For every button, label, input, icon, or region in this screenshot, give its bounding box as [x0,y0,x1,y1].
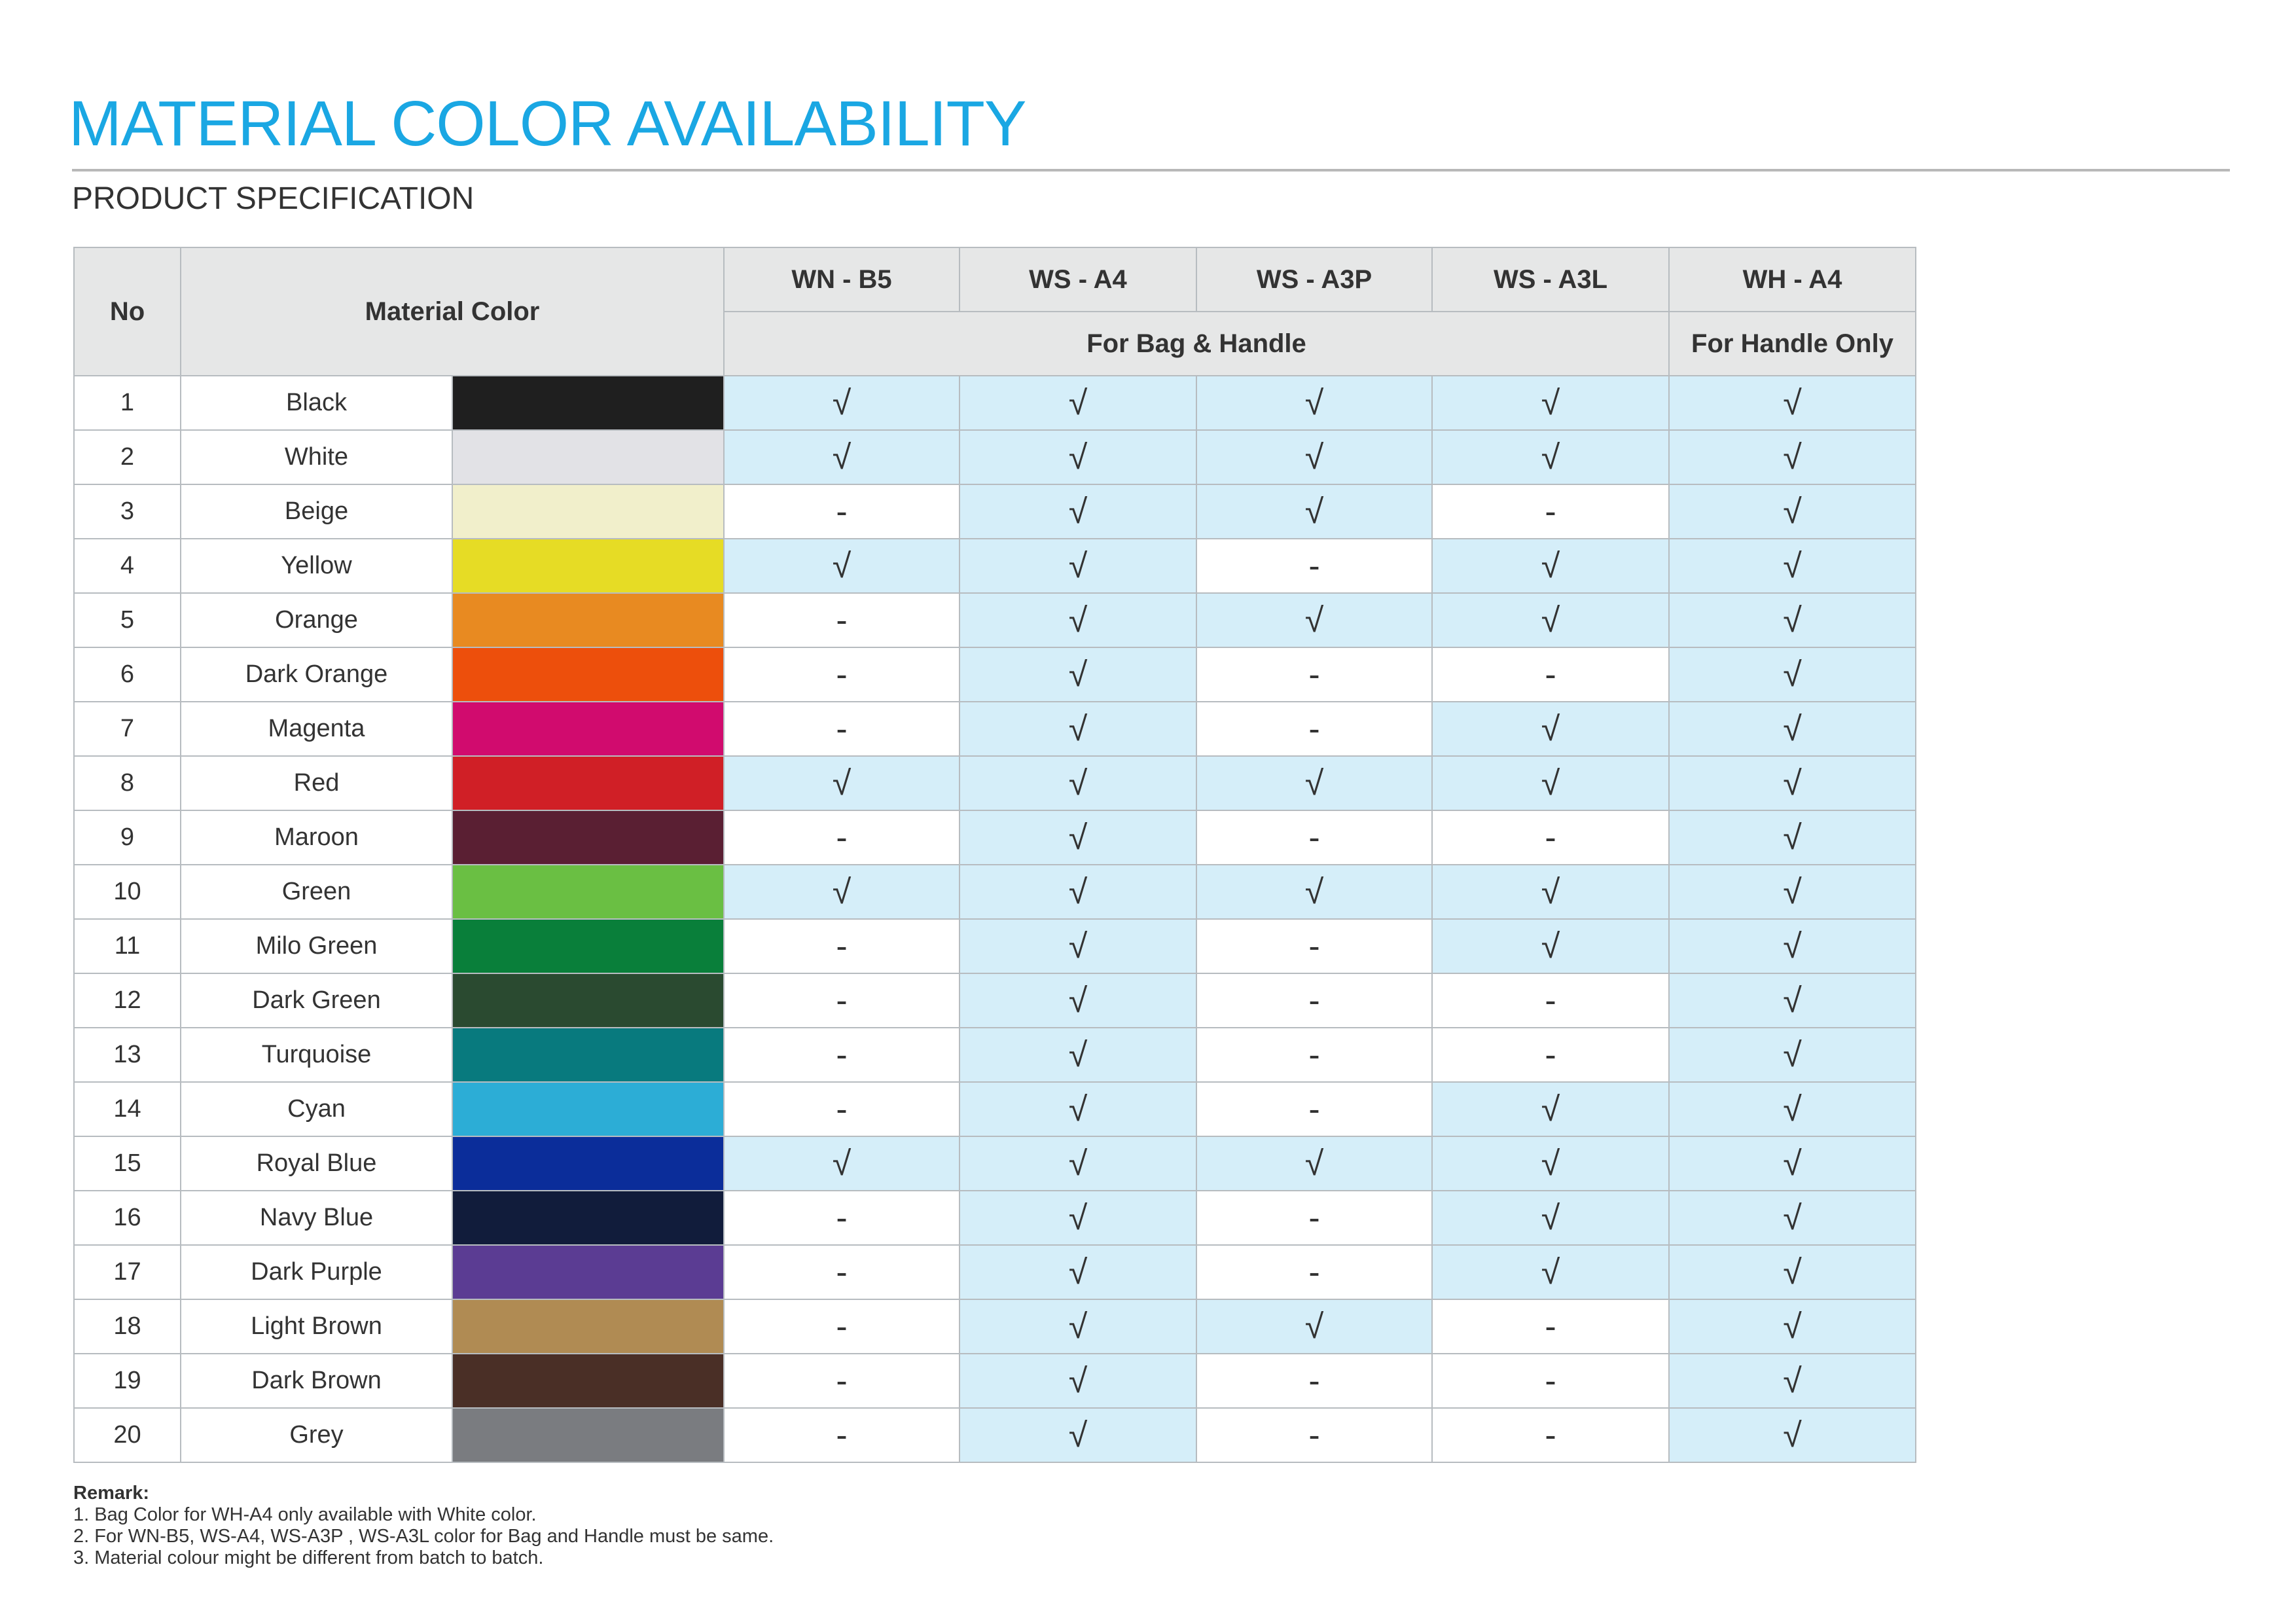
unavailable-mark: - [1432,1408,1669,1462]
row-number: 7 [74,702,181,756]
color-swatch [452,430,724,484]
color-swatch [452,1028,724,1082]
color-swatch [452,810,724,865]
color-availability-table [73,247,1916,1463]
header-product-ws-a4: WS - A4 [960,247,1196,312]
available-mark: √ [1196,593,1432,647]
available-mark: √ [1196,376,1432,430]
header-material-color: Material Color [181,247,724,376]
available-mark: √ [960,919,1196,973]
row-number: 14 [74,1082,181,1136]
page-subtitle: PRODUCT SPECIFICATION [72,181,475,216]
unavailable-mark: - [1432,973,1669,1028]
color-name: Grey [181,1408,452,1462]
color-swatch [452,1408,724,1462]
available-mark: √ [960,702,1196,756]
available-mark: √ [960,647,1196,702]
row-number: 3 [74,484,181,539]
available-mark: √ [1669,1408,1916,1462]
unavailable-mark: - [1196,973,1432,1028]
color-swatch [452,756,724,810]
available-mark: √ [960,1191,1196,1245]
row-number: 10 [74,865,181,919]
available-mark: √ [1669,1245,1916,1299]
remark-item: 1. Bag Color for WH-A4 only available with White color. [73,1504,537,1525]
color-swatch [452,973,724,1028]
available-mark: √ [960,1136,1196,1191]
unavailable-mark: - [1432,1299,1669,1354]
available-mark: √ [1196,1299,1432,1354]
available-mark: √ [1196,756,1432,810]
available-mark: √ [960,1299,1196,1354]
color-name: Maroon [181,810,452,865]
color-name: Magenta [181,702,452,756]
color-name: Red [181,756,452,810]
table-row [74,1245,1916,1299]
available-mark: √ [1669,593,1916,647]
header-product-ws-a3p: WS - A3P [1196,247,1432,312]
unavailable-mark: - [1196,1082,1432,1136]
row-number: 17 [74,1245,181,1299]
available-mark: √ [960,1245,1196,1299]
remark-item: 3. Material colour might be different from batch to batch. [73,1547,544,1568]
available-mark: √ [1669,1191,1916,1245]
color-swatch [452,647,724,702]
color-name: Yellow [181,539,452,593]
available-mark: √ [960,810,1196,865]
row-number: 12 [74,973,181,1028]
available-mark: √ [1432,1245,1669,1299]
row-number: 4 [74,539,181,593]
table-row [74,376,1916,430]
color-name: Dark Brown [181,1354,452,1408]
row-number: 19 [74,1354,181,1408]
available-mark: √ [960,973,1196,1028]
unavailable-mark: - [724,593,960,647]
color-swatch [452,1299,724,1354]
color-name: Orange [181,593,452,647]
available-mark: √ [724,865,960,919]
table-row [74,810,1916,865]
color-name: Cyan [181,1082,452,1136]
available-mark: √ [1669,865,1916,919]
unavailable-mark: - [724,1191,960,1245]
available-mark: √ [960,865,1196,919]
table-row [74,1028,1916,1082]
color-swatch [452,1354,724,1408]
available-mark: √ [1196,430,1432,484]
table-row [74,865,1916,919]
available-mark: √ [1432,702,1669,756]
table-row [74,1136,1916,1191]
title-divider [72,169,2230,171]
available-mark: √ [1432,1136,1669,1191]
available-mark: √ [960,1354,1196,1408]
unavailable-mark: - [1432,810,1669,865]
unavailable-mark: - [724,1245,960,1299]
available-mark: √ [1669,430,1916,484]
header-group-handle-only: For Handle Only [1669,312,1916,376]
available-mark: √ [960,593,1196,647]
remarks-title: Remark: [73,1483,150,1504]
available-mark: √ [960,376,1196,430]
unavailable-mark: - [724,973,960,1028]
available-mark: √ [1196,865,1432,919]
available-mark: √ [1432,1191,1669,1245]
available-mark: √ [1669,1354,1916,1408]
unavailable-mark: - [1432,1354,1669,1408]
available-mark: √ [1432,1082,1669,1136]
color-name: Beige [181,484,452,539]
available-mark: √ [1669,484,1916,539]
available-mark: √ [960,756,1196,810]
available-mark: √ [960,484,1196,539]
unavailable-mark: - [1196,647,1432,702]
unavailable-mark: - [1432,647,1669,702]
header-product-wh-a4: WH - A4 [1669,247,1916,312]
available-mark: √ [724,539,960,593]
table-row [74,973,1916,1028]
table-row [74,1354,1916,1408]
available-mark: √ [960,1082,1196,1136]
available-mark: √ [1432,593,1669,647]
available-mark: √ [724,1136,960,1191]
unavailable-mark: - [724,1354,960,1408]
available-mark: √ [1669,973,1916,1028]
unavailable-mark: - [1196,1354,1432,1408]
available-mark: √ [1432,430,1669,484]
row-number: 15 [74,1136,181,1191]
table-row [74,484,1916,539]
color-swatch [452,1191,724,1245]
row-number: 9 [74,810,181,865]
header-product-ws-a3l: WS - A3L [1432,247,1669,312]
color-name: Dark Green [181,973,452,1028]
available-mark: √ [1669,376,1916,430]
table-row [74,756,1916,810]
table-row [74,1408,1916,1462]
unavailable-mark: - [724,1408,960,1462]
header-no: No [74,247,181,376]
available-mark: √ [1196,484,1432,539]
row-number: 18 [74,1299,181,1354]
available-mark: √ [960,1028,1196,1082]
available-mark: √ [960,539,1196,593]
unavailable-mark: - [1196,810,1432,865]
unavailable-mark: - [724,810,960,865]
unavailable-mark: - [1196,1408,1432,1462]
header-group-bag-handle: For Bag & Handle [724,312,1669,376]
row-number: 13 [74,1028,181,1082]
table-body [74,376,1916,1462]
row-number: 11 [74,919,181,973]
color-name: Royal Blue [181,1136,452,1191]
color-name: White [181,430,452,484]
color-swatch [452,1245,724,1299]
available-mark: √ [724,376,960,430]
table-row [74,1191,1916,1245]
available-mark: √ [724,430,960,484]
unavailable-mark: - [724,647,960,702]
color-name: Milo Green [181,919,452,973]
color-name: Black [181,376,452,430]
color-name: Dark Orange [181,647,452,702]
available-mark: √ [1432,539,1669,593]
unavailable-mark: - [724,1299,960,1354]
row-number: 20 [74,1408,181,1462]
available-mark: √ [1432,865,1669,919]
unavailable-mark: - [724,702,960,756]
color-name: Light Brown [181,1299,452,1354]
unavailable-mark: - [724,1028,960,1082]
available-mark: √ [960,1408,1196,1462]
available-mark: √ [1669,1028,1916,1082]
page-title: MATERIAL COLOR AVAILABILITY [69,88,1026,159]
table-row [74,919,1916,973]
unavailable-mark: - [1196,702,1432,756]
available-mark: √ [1669,539,1916,593]
available-mark: √ [1669,1082,1916,1136]
row-number: 2 [74,430,181,484]
available-mark: √ [1669,810,1916,865]
table-row [74,539,1916,593]
available-mark: √ [1669,756,1916,810]
row-number: 5 [74,593,181,647]
remark-item: 2. For WN-B5, WS-A4, WS-A3P , WS-A3L color for Bag and Handle must be same. [73,1526,774,1547]
color-swatch [452,865,724,919]
available-mark: √ [1669,702,1916,756]
available-mark: √ [1432,376,1669,430]
available-mark: √ [1669,647,1916,702]
color-swatch [452,376,724,430]
color-swatch [452,1136,724,1191]
unavailable-mark: - [1432,484,1669,539]
header-product-wn-b5: WN - B5 [724,247,960,312]
unavailable-mark: - [1196,539,1432,593]
color-name: Dark Purple [181,1245,452,1299]
color-name: Navy Blue [181,1191,452,1245]
available-mark: √ [724,756,960,810]
available-mark: √ [1432,756,1669,810]
unavailable-mark: - [1196,1028,1432,1082]
row-number: 6 [74,647,181,702]
unavailable-mark: - [724,484,960,539]
color-swatch [452,484,724,539]
available-mark: √ [960,430,1196,484]
color-swatch [452,702,724,756]
unavailable-mark: - [724,1082,960,1136]
color-swatch [452,919,724,973]
unavailable-mark: - [1196,1191,1432,1245]
table-row [74,702,1916,756]
table-row [74,1082,1916,1136]
unavailable-mark: - [1196,1245,1432,1299]
available-mark: √ [1432,919,1669,973]
row-number: 8 [74,756,181,810]
color-swatch [452,1082,724,1136]
table-row [74,430,1916,484]
table-row [74,593,1916,647]
unavailable-mark: - [1432,1028,1669,1082]
unavailable-mark: - [724,919,960,973]
unavailable-mark: - [1196,919,1432,973]
available-mark: √ [1669,1136,1916,1191]
available-mark: √ [1669,1299,1916,1354]
color-swatch [452,593,724,647]
available-mark: √ [1669,919,1916,973]
available-mark: √ [1196,1136,1432,1191]
row-number: 16 [74,1191,181,1245]
color-swatch [452,539,724,593]
table-row [74,1299,1916,1354]
table-row [74,647,1916,702]
color-name: Turquoise [181,1028,452,1082]
row-number: 1 [74,376,181,430]
color-name: Green [181,865,452,919]
remarks-section [73,1483,774,1569]
